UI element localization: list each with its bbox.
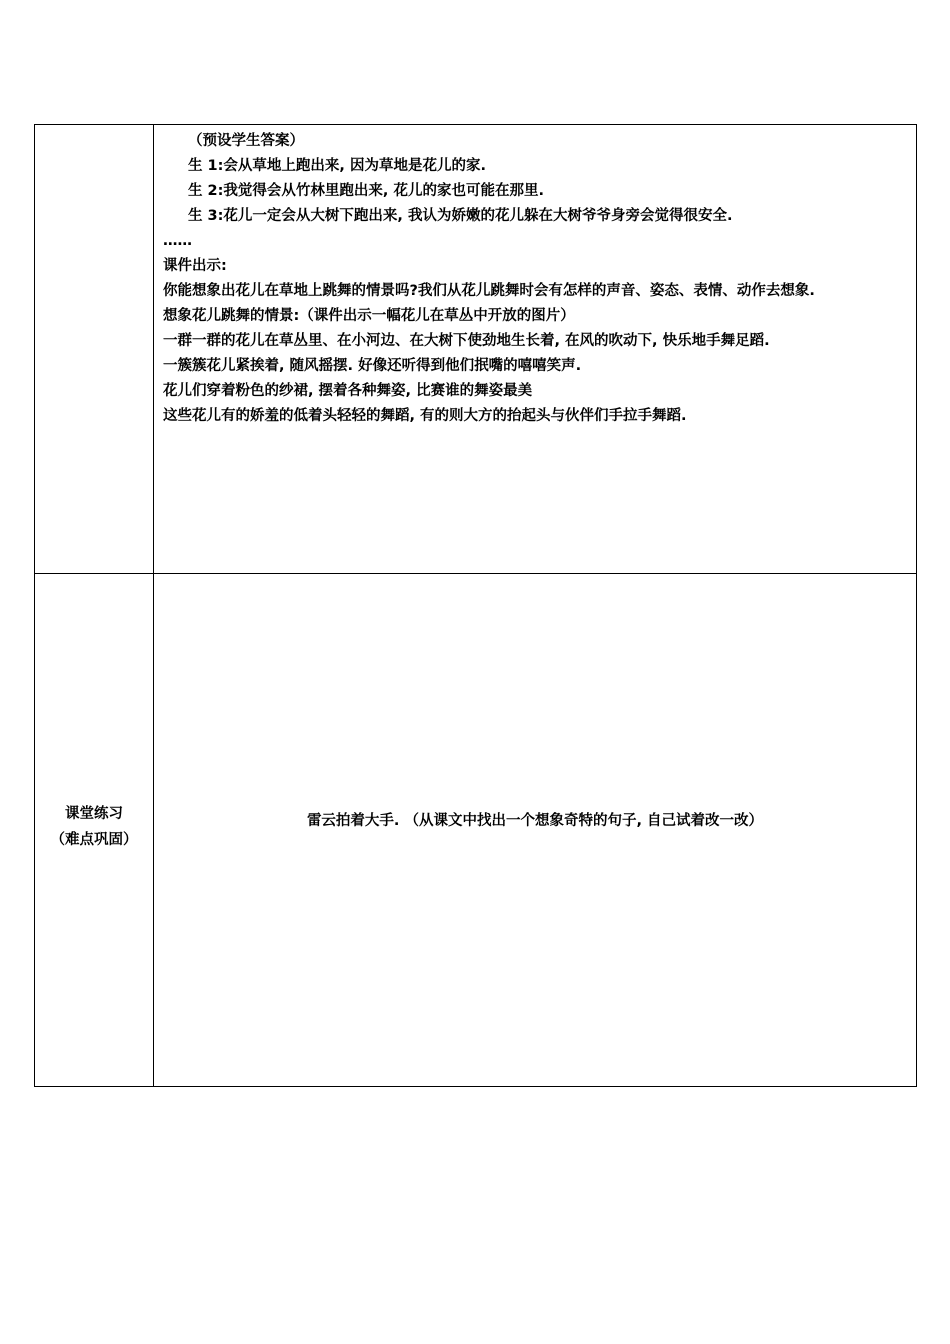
table-row (35, 574, 917, 1087)
content-cell (154, 125, 917, 574)
content-block (154, 125, 916, 429)
text-line: 这些花儿有的娇羞的低着头轻轻的舞蹈, 有的则大方的抬起头与伙伴们手拉手舞蹈. (163, 408, 687, 424)
exercise-text: 雷云拍着大手. （从课文中找出一个想象奇特的句子, 自己试着改一改） (306, 813, 764, 829)
lesson-plan-table (34, 124, 917, 1087)
text-line: 想象花儿跳舞的情景:（课件出示一幅花儿在草丛中开放的图片） (163, 308, 575, 324)
text-line: 生 1:会从草地上跑出来, 因为草地是花儿的家. (188, 158, 486, 174)
section-label-subtitle: （难点巩固） (50, 832, 138, 848)
text-line: 一群一群的花儿在草丛里、在小河边、在大树下使劲地生长着, 在风的吹动下, 快乐地手舞足蹈. (163, 333, 770, 349)
text-line: 一簇簇花儿紧挨着, 随风摇摆. 好像还听得到他们抿嘴的嘻嘻笑声. (163, 358, 582, 374)
section-label-cell (35, 574, 154, 1087)
text-line: …… (163, 233, 192, 249)
text-line: 花儿们穿着粉色的纱裙, 摆着各种舞姿, 比赛谁的舞姿最美 (163, 383, 533, 399)
text-line: 生 3:花儿一定会从大树下跑出来, 我认为娇嫩的花儿躲在大树爷爷身旁会觉得很安全. (188, 208, 733, 224)
section-label-title: 课堂练习 (65, 806, 123, 822)
left-cell-empty (35, 125, 154, 574)
text-line: （预设学生答案） (188, 133, 304, 149)
text-line: 课件出示: (163, 258, 227, 274)
table-row (35, 125, 917, 574)
text-line: 你能想象出花儿在草地上跳舞的情景吗?我们从花儿跳舞时会有怎样的声音、姿态、表情、动作去想象. (163, 283, 815, 299)
exercise-cell (154, 574, 917, 1087)
section-label (35, 801, 153, 853)
text-line: 生 2:我觉得会从竹林里跑出来, 花儿的家也可能在那里. (188, 183, 544, 199)
